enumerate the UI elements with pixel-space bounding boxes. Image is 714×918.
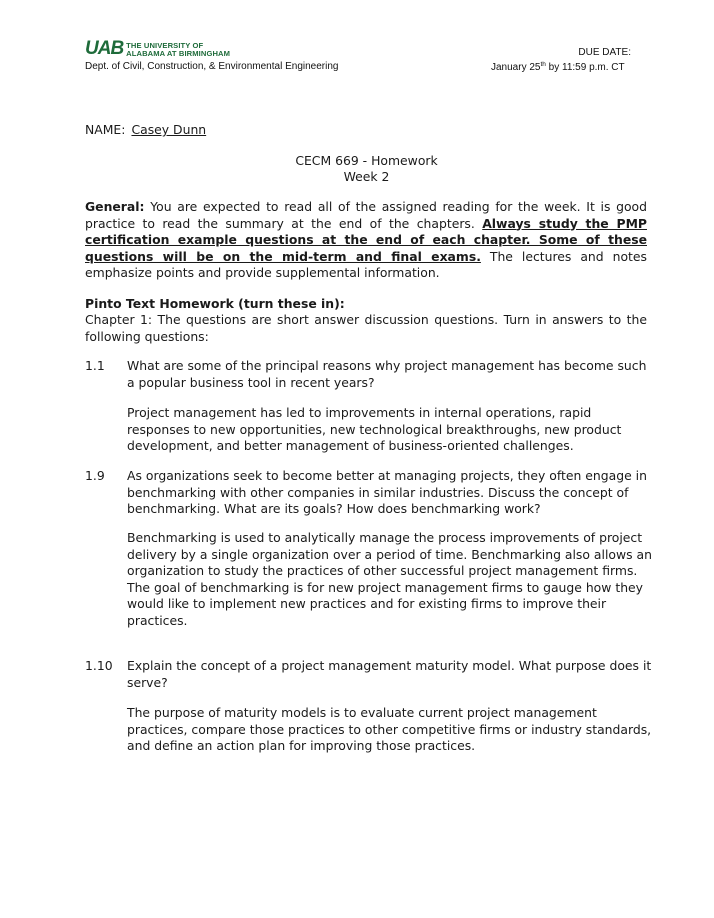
answer-text: Benchmarking is used to analytically manage the process improvements of project delivery by a single organization over a period of time. Benchmarking also allows an organization to study the practices of other successful project management firms. The goal of benchmarking is for new project management firms to gauge how they would like to implement new practices and for existing firms to improve their practices.: [127, 530, 652, 628]
logo-wordmark: [126, 42, 230, 57]
pinto-heading: Pinto Text Homework (turn these in):: [85, 296, 345, 311]
question-text: What are some of the principal reasons why project management has become such a popular business tool in recent years?: [127, 358, 647, 390]
pinto-intro: Chapter 1: The questions are short answer discussion questions. Turn in answers to the following questions:: [85, 312, 647, 344]
answer-text: The purpose of maturity models is to evaluate current project management practices, compare those practices to other competitive firms or industry standards, and define an action plan for improving those practices.: [127, 705, 652, 753]
logo-line-1: THE UNIVERSITY OF: [126, 41, 204, 50]
pmp-note: Always study the PMP certification example questions at the end of each chapter. Some of these questions will be on the mid-term and final exams.: [85, 215, 647, 264]
name-row: [85, 122, 206, 139]
name-label: NAME:: [85, 122, 126, 137]
name-value: Casey Dunn: [131, 122, 207, 137]
due-date-label: DUE DATE:: [578, 47, 631, 58]
uab-logo: [85, 38, 231, 59]
question-text: Explain the concept of a project management maturity model. What purpose does it serve?: [127, 658, 652, 690]
due-date-value: January 25th by 11:59 p.m. CT: [491, 61, 625, 73]
course-title: CECM 669 - Homework: [295, 153, 438, 168]
general-paragraph: General: You are expected to read all of the assigned reading for the week. It is good practice to read the summary at the end of the chapters. Always study the PMP certification example questions at the end of each chapter. Some of these questions will be on the mid-term and final exams. The lectures and notes emphasize points and provide supplemental information.: [85, 199, 647, 280]
question-number: 1.10: [85, 658, 113, 673]
week-title: Week 2: [343, 169, 390, 184]
logo-mark: UAB: [85, 38, 124, 59]
department-label: Dept. of Civil, Construction, & Environmental Engineering: [85, 61, 339, 72]
answer-text: Project management has led to improvements in internal operations, rapid responses to new opportunities, new technological breakthroughs, new product development, and better management of business-oriented challenges.: [127, 405, 622, 453]
question-text: As organizations seek to become better at managing projects, they often engage in benchmarking with other companies in similar industries. Discuss the concept of benchmarking. What are its goals? How does benchmarking work?: [127, 468, 647, 516]
question-number: 1.1: [85, 358, 105, 373]
logo-line-2: ALABAMA AT BIRMINGHAM: [126, 48, 231, 58]
question-number: 1.9: [85, 468, 105, 483]
general-label: General:: [85, 199, 145, 214]
